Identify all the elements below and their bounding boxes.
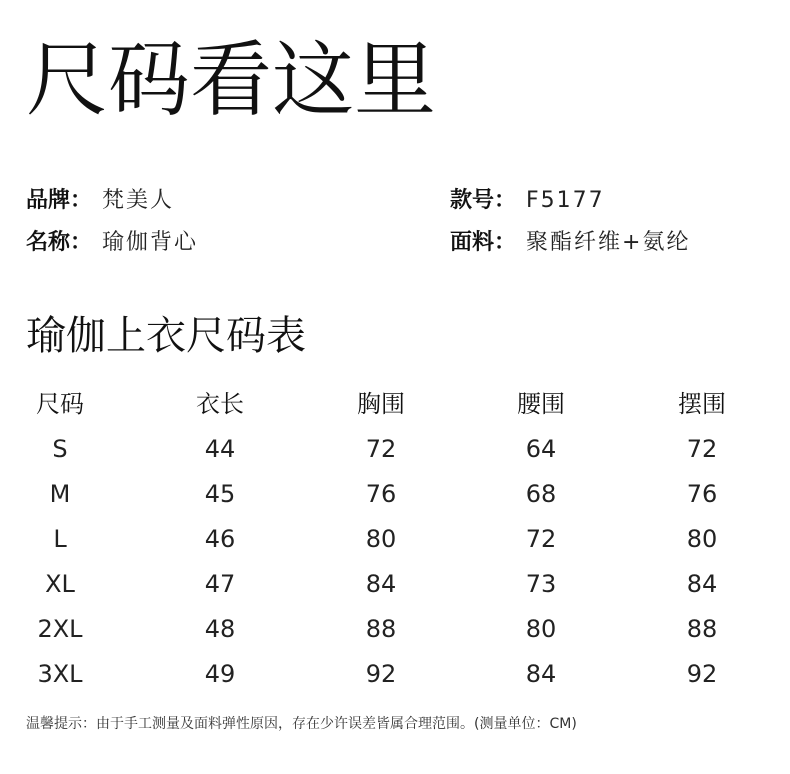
model-value: F5177	[526, 188, 605, 213]
cell-length: 44	[204, 435, 236, 463]
cell-length: 46	[204, 525, 236, 553]
cell-size: 3XL	[37, 660, 83, 688]
cell-chest: 84	[365, 570, 397, 598]
name-separator: ：	[70, 230, 93, 255]
cell-size: S	[52, 435, 68, 463]
cell-chest: 92	[365, 660, 397, 688]
brand-value: 梵美人	[102, 188, 175, 213]
cell-size: XL	[45, 570, 75, 598]
table-row	[0, 520, 790, 565]
fabric-separator: ：	[494, 230, 517, 255]
table-row	[0, 475, 790, 520]
table-row	[0, 655, 790, 700]
table-row	[0, 565, 790, 610]
cell-length: 45	[204, 480, 236, 508]
table-row	[0, 610, 790, 655]
cell-hem: 72	[686, 435, 718, 463]
fabric-value: 聚酯纤维+氨纶	[526, 230, 691, 255]
cell-waist: 64	[525, 435, 557, 463]
table-header-row	[0, 385, 790, 430]
cell-waist: 80	[525, 615, 557, 643]
cell-size: L	[53, 525, 67, 553]
page-title: 尺码看这里	[26, 33, 437, 128]
name-info	[26, 232, 198, 254]
cell-waist: 73	[525, 570, 557, 598]
cell-hem: 88	[686, 615, 718, 643]
brand-info	[26, 190, 174, 212]
size-table-title: 瑜伽上衣尺码表	[26, 313, 306, 359]
brand-label: 品牌	[26, 188, 71, 213]
measurement-footnote: 温馨提示：由于手工测量及面料弹性原因，存在少许误差皆属合理范围。(测量单位：CM)	[26, 716, 577, 732]
cell-waist: 72	[525, 525, 557, 553]
cell-waist: 68	[525, 480, 557, 508]
name-value: 瑜伽背心	[102, 230, 199, 255]
model-label: 款号	[450, 188, 495, 213]
cell-hem: 80	[686, 525, 718, 553]
cell-size: M	[49, 480, 71, 508]
cell-chest: 76	[365, 480, 397, 508]
brand-separator: ：	[70, 188, 93, 213]
size-table	[0, 385, 790, 700]
fabric-label: 面料	[450, 230, 495, 255]
cell-hem: 76	[686, 480, 718, 508]
cell-size: 2XL	[37, 615, 83, 643]
cell-waist: 84	[525, 660, 557, 688]
header-length: 衣长	[196, 390, 244, 418]
cell-hem: 84	[686, 570, 718, 598]
header-hem: 摆围	[678, 390, 726, 418]
model-info	[450, 190, 605, 212]
cell-length: 47	[204, 570, 236, 598]
cell-length: 48	[204, 615, 236, 643]
cell-chest: 72	[365, 435, 397, 463]
fabric-info	[450, 232, 690, 254]
table-row	[0, 430, 790, 475]
cell-chest: 80	[365, 525, 397, 553]
header-waist: 腰围	[517, 390, 565, 418]
header-chest: 胸围	[357, 390, 405, 418]
cell-hem: 92	[686, 660, 718, 688]
cell-length: 49	[204, 660, 236, 688]
model-separator: ：	[494, 188, 517, 213]
name-label: 名称	[26, 230, 71, 255]
cell-chest: 88	[365, 615, 397, 643]
header-size: 尺码	[36, 390, 84, 418]
